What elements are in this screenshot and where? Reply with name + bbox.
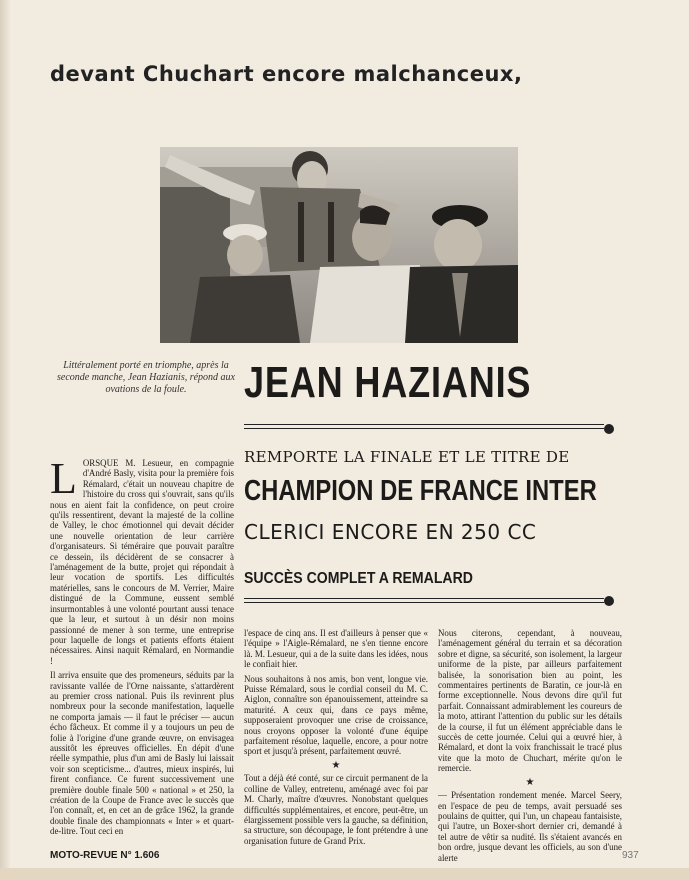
- title-rule-top: [244, 424, 604, 425]
- section-separator-star: ★: [331, 759, 341, 771]
- article-title: JEAN HAZIANIS: [244, 358, 532, 407]
- subheading-line4: SUCCÈS COMPLET A REMALARD: [244, 570, 473, 587]
- page-spine-shadow: [0, 0, 10, 880]
- col2-paragraph-3: Tout a déjà été conté, sur ce circuit permanent de la colline de Valley, entretenu, aménagé avec foi par M. Charly, maître d'œuvres. Nonobstant quelques difficultés supplémentaires, et encore, peut-être, un élargissement possible vers la gauche, sa définition, sa structure, son découpage, le font prétendre à une organisation future de Grand Prix.: [244, 773, 428, 846]
- col3-paragraph-1: Nous citerons, cependant, à nouveau, l'aménagement général du terrain et sa décoration sobre et digne, sa sécurité, son isolement, la largeur uniforme de la piste, par ailleurs parfaitement balisée, la sonorisation bien au point, les commentaires pertinents de Baratin, ce jour-là en forme exceptionnelle. Nous devons dire qu'il fut parfait. Connaissant admirablement les coureurs de la moto, attirant l'attention du public sur les détails de la course, il fut un élément appréciable dans le succès de cette journée. Celui qui a œuvré hier, à Rémalard, et dont la voix franchissait le tracé plus vite que la moto de Chuchart, mérite qu'on le remercie.: [438, 628, 622, 774]
- subheading-line3: CLERICI ENCORE EN 250 CC: [244, 520, 537, 544]
- footer-magazine-issue: MOTO-REVUE N° 1.606: [50, 850, 160, 861]
- col1-paragraph-1: ORSQUE M. Lesueur, en compagnie d'André Basly, visita pour la première fois Rémalard, c'était un nouveau chapitre de l'histoire du cross qui s'ouvrait, sans qu'ils nous en aient fait la confidence, on peut croire qu'ils ressentirent, devant la majesté de la colline de Valley, le choc émotionnel qui devait décider une nouvelle orientation de leur carrière d'organisateurs. Si téméraire que pouvait paraître ce dessein, ils décidèrent de se consacrer à l'aménagement de la butte, projet qui répondait à leur vocation de sportifs. Les difficultés matérielles, sans le concours de M. Verrier, Maire distingué de la Commune, eussent semblé insurmontables à une volonté pourtant aussi tenace que la leur, et surtout à un désir non moins passionné de mener à son terme, une entreprise pour laquelle de longs et patients efforts étaient nécessaires. Ainsi naquit Rémalard, en Normandie !: [50, 458, 234, 666]
- photo-caption: Littéralement porté en triomphe, après la seconde manche, Jean Hazianis, répond aux ovations de la foule.: [56, 360, 235, 395]
- rule-end-dot: [604, 424, 614, 434]
- col3-paragraph-2: — Présentation rondement menée. Marcel Seery, en l'espace de peu de temps, avait persuadé ses poulains de quitter, qui l'un, un chapeau fantaisiste, qui l'autre, un Boxer-short dernier cri, demandé à tel autre de vêtir sa nudité. Ils s'étaient avancés en bon ordre, jusque devant les officiels, au son d'une alerte: [438, 790, 622, 863]
- article-column-1: [50, 454, 234, 843]
- col2-paragraph-1: l'espace de cinq ans. Il est d'ailleurs à penser que « l'équipe » l'Aigle-Rémalard, ne s'en tienne encore là. M. Lesueur, qui a de la suite dans les idées, nous le confiait hier.: [244, 628, 428, 670]
- article-column-3: [438, 628, 622, 863]
- sub-rule-top: [244, 598, 604, 599]
- headline: devant Chuchart encore malchanceux,: [50, 62, 523, 86]
- col1-paragraph-2: Il arriva ensuite que des promeneurs, séduits par la ravissante vallée de l'Orne naissante, s'attardèrent au premier cross national. Puis ils revinrent plus nombreux pour la seconde manifestation, laquelle ne comporta jamais — il faut le préciser — aucun écho fâcheux. Et comme il y a toujours un peu de folie à l'origine d'une grande œuvre, on envisagea aussitôt les épreuves officielles. En dépit d'une réelle sympathie, plus d'un ami de Basly lui laissait voir son scepticisme... d'autres, mieux inspirés, lui firent confiance. Ce furent successivement une première double finale 500 « national » et 250, la création de la Coupe de France avec le succès que l'on connaît, et, en cet an de grâce 1962, la grande double finale des championnats « Inter » et quart-de-litre. Tout ceci en: [50, 670, 234, 837]
- subheading-line1: REMPORTE LA FINALE ET LE TITRE DE: [244, 448, 570, 466]
- article-column-2: [244, 628, 428, 846]
- sub-rule-bottom: [244, 602, 604, 603]
- drop-cap: L: [50, 454, 77, 503]
- race-winner-photo: [160, 147, 518, 343]
- sub-rule-end-dot: [604, 596, 614, 606]
- page-bottom-edge: [0, 868, 689, 880]
- footer-page-number: 937: [622, 850, 639, 861]
- section-separator-star-2: ★: [525, 776, 535, 788]
- col2-paragraph-2: Nous souhaitons à nos amis, bon vent, longue vie. Puisse Rémalard, sous le cordial conseil du M. C. Aiglon, connaître son épanouissement, atteindre sa maturité. A ceux qui, dans ce pays même, supposeraient provoquer une crise de croissance, nous croyons opposer la volonté d'une équipe parfaitement résolue, laquelle, encore, a pour notre sport et jusqu'à présent, parfaitement œuvré.: [244, 673, 428, 757]
- subheading-line2: CHAMPION DE FRANCE INTER: [244, 475, 597, 507]
- title-rule-bottom: [244, 428, 604, 429]
